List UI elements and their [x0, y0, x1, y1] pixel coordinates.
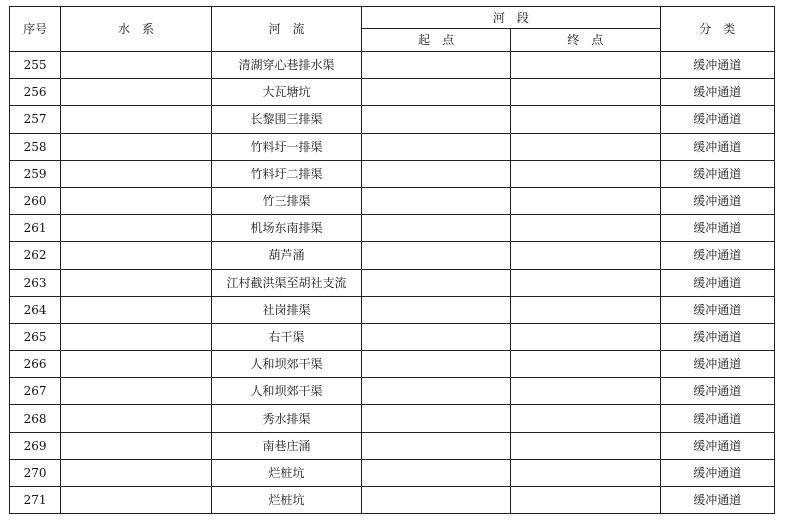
row-number: 256	[10, 79, 61, 106]
row-water-system	[61, 187, 212, 214]
river-table	[9, 6, 775, 514]
row-number: 261	[10, 215, 61, 242]
row-water-system	[61, 459, 212, 486]
row-end	[510, 323, 660, 350]
row-category: 缓冲通道	[660, 215, 774, 242]
row-water-system	[61, 405, 212, 432]
row-river: 竹料圩二排渠	[211, 160, 362, 187]
row-category: 缓冲通道	[660, 405, 774, 432]
row-end	[510, 187, 660, 214]
row-river: 烂桩坑	[211, 487, 362, 514]
table-row	[10, 351, 775, 378]
header-river: 河 流	[211, 7, 362, 52]
row-end	[510, 296, 660, 323]
row-river: 社岗排渠	[211, 296, 362, 323]
row-start	[362, 269, 511, 296]
row-start	[362, 296, 511, 323]
row-number: 269	[10, 432, 61, 459]
row-river: 清湖穿心巷排水渠	[211, 52, 362, 79]
row-number: 255	[10, 52, 61, 79]
table-row	[10, 378, 775, 405]
table-row	[10, 323, 775, 350]
header-water-system: 水 系	[61, 7, 212, 52]
table-row	[10, 215, 775, 242]
row-number: 266	[10, 351, 61, 378]
row-start	[362, 133, 511, 160]
row-category: 缓冲通道	[660, 487, 774, 514]
row-start	[362, 242, 511, 269]
row-number: 260	[10, 187, 61, 214]
row-end	[510, 487, 660, 514]
row-river: 江村截洪渠至胡社支流	[211, 269, 362, 296]
row-start	[362, 487, 511, 514]
row-end	[510, 242, 660, 269]
table-row	[10, 405, 775, 432]
row-number: 267	[10, 378, 61, 405]
row-end	[510, 133, 660, 160]
row-end	[510, 432, 660, 459]
table-row	[10, 269, 775, 296]
row-start	[362, 160, 511, 187]
table-body	[10, 52, 775, 514]
row-end	[510, 405, 660, 432]
header-number: 序号	[10, 7, 61, 52]
row-number: 270	[10, 459, 61, 486]
row-start	[362, 52, 511, 79]
row-number: 271	[10, 487, 61, 514]
row-start	[362, 106, 511, 133]
row-number: 259	[10, 160, 61, 187]
header-category: 分 类	[660, 7, 774, 52]
row-category: 缓冲通道	[660, 459, 774, 486]
row-category: 缓冲通道	[660, 52, 774, 79]
row-start	[362, 432, 511, 459]
row-river: 机场东南排渠	[211, 215, 362, 242]
row-start	[362, 79, 511, 106]
row-water-system	[61, 79, 212, 106]
row-water-system	[61, 215, 212, 242]
header-start: 起 点	[362, 29, 511, 52]
row-water-system	[61, 106, 212, 133]
row-category: 缓冲通道	[660, 269, 774, 296]
row-category: 缓冲通道	[660, 432, 774, 459]
row-category: 缓冲通道	[660, 187, 774, 214]
row-start	[362, 378, 511, 405]
row-category: 缓冲通道	[660, 106, 774, 133]
row-river: 长黎围三排渠	[211, 106, 362, 133]
table-row	[10, 432, 775, 459]
row-river: 人和坝郊干渠	[211, 378, 362, 405]
row-number: 265	[10, 323, 61, 350]
row-river: 人和坝郊干渠	[211, 351, 362, 378]
table-row	[10, 242, 775, 269]
row-start	[362, 351, 511, 378]
row-end	[510, 79, 660, 106]
row-water-system	[61, 378, 212, 405]
table-row	[10, 487, 775, 514]
row-number: 257	[10, 106, 61, 133]
row-water-system	[61, 269, 212, 296]
row-category: 缓冲通道	[660, 133, 774, 160]
row-category: 缓冲通道	[660, 242, 774, 269]
table-row	[10, 106, 775, 133]
row-end	[510, 106, 660, 133]
row-category: 缓冲通道	[660, 79, 774, 106]
row-category: 缓冲通道	[660, 378, 774, 405]
row-river: 烂桩坑	[211, 459, 362, 486]
table-row	[10, 160, 775, 187]
row-water-system	[61, 133, 212, 160]
row-water-system	[61, 487, 212, 514]
table-row	[10, 133, 775, 160]
row-river: 南巷庄涌	[211, 432, 362, 459]
row-end	[510, 215, 660, 242]
row-river: 竹三排渠	[211, 187, 362, 214]
row-river: 右干渠	[211, 323, 362, 350]
row-water-system	[61, 323, 212, 350]
row-category: 缓冲通道	[660, 351, 774, 378]
row-river: 秀水排渠	[211, 405, 362, 432]
row-water-system	[61, 242, 212, 269]
row-start	[362, 405, 511, 432]
row-water-system	[61, 432, 212, 459]
row-start	[362, 323, 511, 350]
row-end	[510, 351, 660, 378]
row-river: 大瓦塘坑	[211, 79, 362, 106]
row-start	[362, 215, 511, 242]
row-water-system	[61, 52, 212, 79]
row-number: 263	[10, 269, 61, 296]
header-section: 河 段	[362, 7, 660, 29]
row-number: 258	[10, 133, 61, 160]
row-category: 缓冲通道	[660, 323, 774, 350]
row-river: 葫芦涌	[211, 242, 362, 269]
row-end	[510, 459, 660, 486]
row-number: 264	[10, 296, 61, 323]
row-end	[510, 269, 660, 296]
row-river: 竹料圩一排渠	[211, 133, 362, 160]
row-number: 268	[10, 405, 61, 432]
row-number: 262	[10, 242, 61, 269]
table-header	[10, 7, 775, 52]
table-row	[10, 296, 775, 323]
header-end: 终 点	[510, 29, 660, 52]
table-row	[10, 52, 775, 79]
table-row	[10, 79, 775, 106]
row-category: 缓冲通道	[660, 296, 774, 323]
row-category: 缓冲通道	[660, 160, 774, 187]
row-water-system	[61, 351, 212, 378]
row-end	[510, 52, 660, 79]
row-start	[362, 187, 511, 214]
table-row	[10, 187, 775, 214]
row-start	[362, 459, 511, 486]
row-water-system	[61, 160, 212, 187]
table-row	[10, 459, 775, 486]
row-water-system	[61, 296, 212, 323]
row-end	[510, 378, 660, 405]
row-end	[510, 160, 660, 187]
